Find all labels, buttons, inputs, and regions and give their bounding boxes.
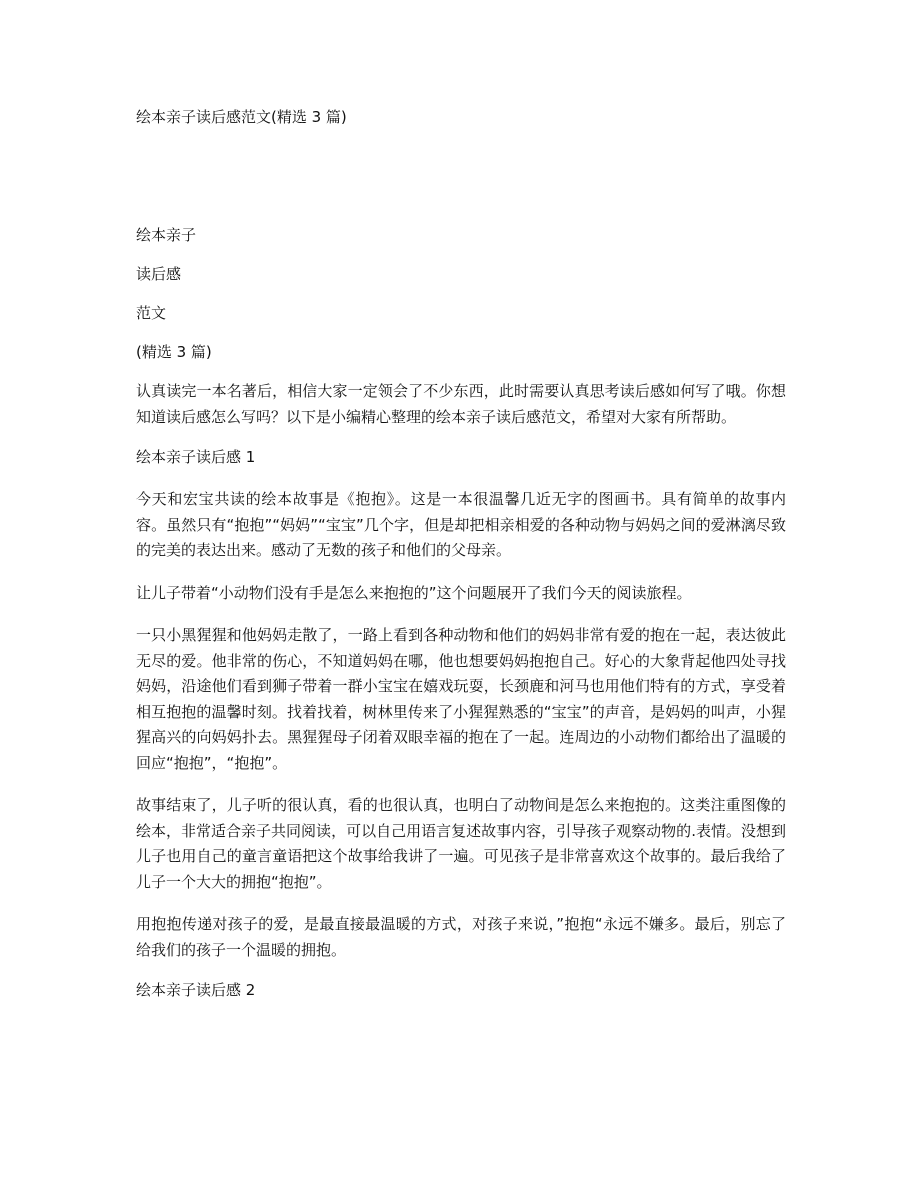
section-1-paragraph-5: 用抱抱传递对孩子的爱，是最直接最温暖的方式，对孩子来说，”抱抱“永远不嫌多。最后，别忘了给我们的孩子一个温暖的拥抱。 bbox=[136, 915, 786, 959]
intro-paragraph: 认真读完一本名著后，相信大家一定领会了不少东西，此时需要认真思考读后感如何写了哦。你想知道读后感怎么写吗？以下是小编精心整理的绘本亲子读后感范文，希望对大家有所帮助。 bbox=[136, 382, 786, 426]
section-1-paragraph-1: 今天和宏宝共读的绘本故事是《抱抱》。这是一本很温馨几近无字的图画书。具有简单的故事内容。虽然只有“抱抱”“妈妈”“宝宝”几个字，但是却把相亲相爱的各种动物与妈妈之间的爱淋漓尽致的完美的表达出来。感动了无数的孩子和他们的父母亲。 bbox=[136, 490, 786, 559]
heading-line-3: 范文 bbox=[136, 304, 167, 322]
section-2-heading: 绘本亲子读后感 2 bbox=[136, 981, 256, 999]
section-1-heading: 绘本亲子读后感 1 bbox=[136, 448, 256, 466]
section-1-paragraph-2: 让儿子带着“小动物们没有手是怎么来抱抱的”这个问题展开了我们今天的阅读旅程。 bbox=[136, 583, 692, 602]
heading-line-1: 绘本亲子 bbox=[136, 226, 197, 244]
section-1-paragraph-3: 一只小黑猩猩和他妈妈走散了，一路上看到各种动物和他们的妈妈非常有爱的抱在一起，表达彼此无尽的爱。他非常的伤心，不知道妈妈在哪，他也想要妈妈抱抱自己。好心的大象背起他四处寻找妈妈，沿途他们看到狮子带着一群小宝宝在嬉戏玩耍，长颈鹿和河马也用他们特有的方式，享受着相互抱抱的温馨时刻。找着找着，树林里传来了小猩猩熟悉的“宝宝”的声音，是妈妈的叫声，小猩猩高兴的向妈妈扑去。黑猩猩母子闭着双眼幸福的抱在了一起。连周边的小动物们都给出了温暖的回应“抱抱”，“抱抱”。 bbox=[136, 626, 786, 772]
heading-line-4: (精选 3 篇) bbox=[136, 343, 212, 361]
heading-line-2: 读后感 bbox=[136, 265, 182, 283]
document-body bbox=[136, 225, 786, 1020]
document-title: 绘本亲子读后感范文(精选 3 篇) bbox=[136, 108, 347, 126]
section-1-paragraph-4: 故事结束了，儿子听的很认真，看的也很认真，也明白了动物间是怎么来抱抱的。这类注重图像的绘本，非常适合亲子共同阅读，可以自己用语言复述故事内容，引导孩子观察动物的.表情。没想到儿子也用自己的童言童语把这个故事给我讲了一遍。可见孩子是非常喜欢这个故事的。最后我给了儿子一个大大的拥抱“抱抱”。 bbox=[136, 796, 786, 891]
